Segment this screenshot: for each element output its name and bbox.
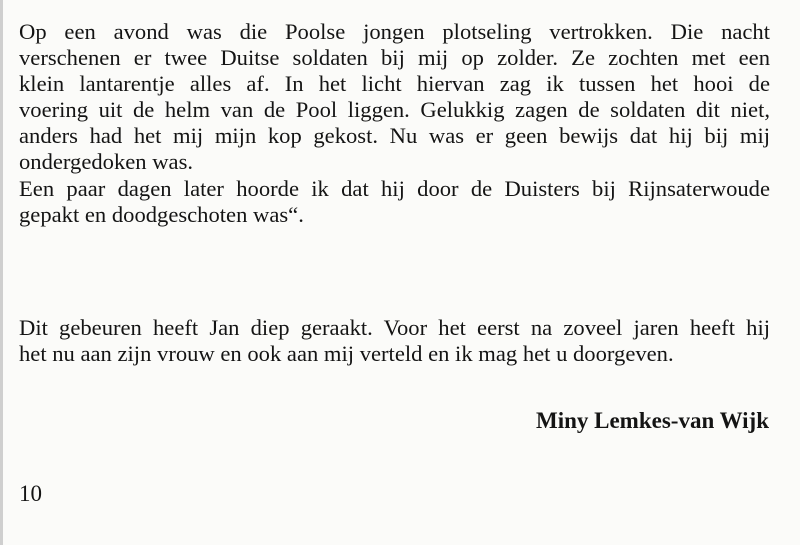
text-line: ondergedoken was. (19, 149, 194, 175)
text-line: verschenen er twee Duitse soldaten bij mij op zolder. Ze zochten met een (19, 45, 770, 71)
closing-paragraph (19, 315, 770, 367)
text-line: anders had het mij mijn kop gekost. Nu was er geen bewijs dat hij bij mij (19, 123, 770, 149)
text-line: voering uit de helm van de Pool liggen. Gelukkig zagen de soldaten dit niet, (19, 97, 770, 123)
page-edge (0, 0, 3, 545)
author-signature: Miny Lemkes-van Wijk (535, 408, 769, 433)
text-line: klein lantarentje alles af. In het licht hiervan zag ik tussen het hooi de (19, 71, 770, 97)
text-line: Op een avond was die Poolse jongen plotseling vertrokken. Die nacht (19, 19, 770, 44)
text-line: Dit gebeuren heeft Jan diep geraakt. Voor het eerst na zoveel jaren heeft hij (19, 315, 770, 340)
text-line: gepakt en doodgeschoten was“. (19, 201, 304, 227)
text-line: het nu aan zijn vrouw en ook aan mij verteld en ik mag het u doorgeven. (19, 341, 674, 367)
page-number: 10 (19, 481, 42, 506)
story-paragraph (19, 19, 770, 228)
text-line: Een paar dagen later hoorde ik dat hij door de Duisters bij Rijnsaterwoude (19, 175, 770, 201)
